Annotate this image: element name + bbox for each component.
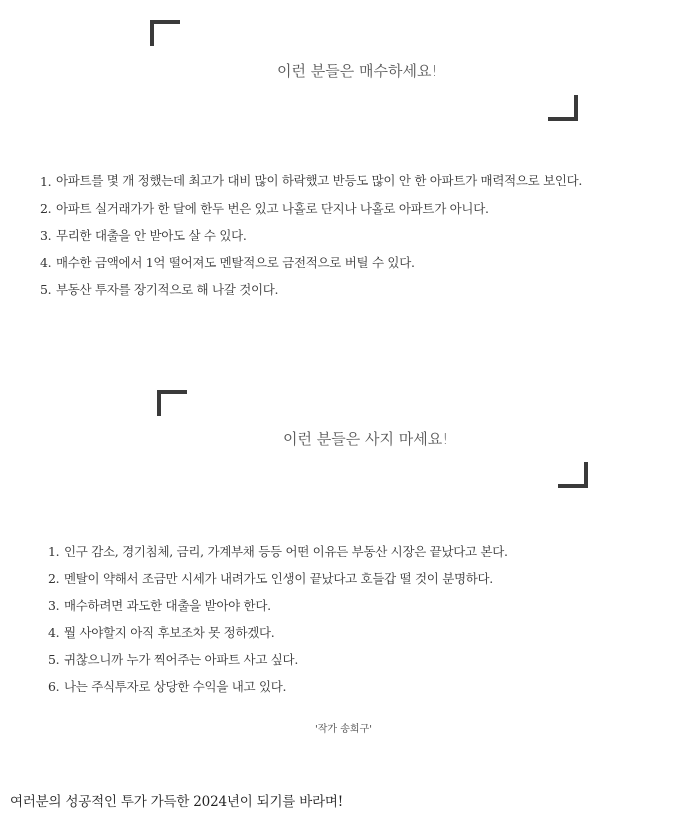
list-item-number: 2. — [48, 571, 60, 586]
list-item-text: 귀찮으니까 누가 찍어주는 아파트 사고 싶다. — [64, 652, 298, 667]
author-caption: '작가 송희구' — [315, 724, 372, 735]
list-item-text: 아파트를 몇 개 정했는데 최고가 대비 많이 하락했고 반등도 많이 안 한 아파트가 매력적으로 보인다. — [56, 173, 583, 188]
list-item — [40, 168, 680, 195]
list-item — [40, 249, 680, 276]
list-item — [40, 276, 680, 303]
list-item-number: 3. — [48, 598, 60, 613]
list-item — [40, 222, 680, 249]
list-item-number: 5. — [48, 652, 60, 667]
quote-open-bracket-icon — [150, 20, 180, 46]
list-item-text: 뭘 사야할지 아직 후보조차 못 정하겠다. — [64, 625, 275, 640]
list-item — [48, 592, 668, 619]
list-item-number: 5. — [40, 282, 52, 297]
list-item — [48, 538, 668, 565]
list-item-text: 멘탈이 약해서 조금만 시세가 내려가도 인생이 끝났다고 호들갑 떨 것이 분명하다. — [64, 571, 493, 586]
list-item-number: 4. — [40, 255, 52, 270]
dont-buy-criteria-list — [48, 538, 668, 700]
list-item-number: 3. — [40, 228, 52, 243]
quote-close-bracket-icon — [558, 462, 588, 488]
dont-buy-section-title: 이런 분들은 사지 마세요! — [283, 430, 449, 448]
list-item-text: 매수하려면 과도한 대출을 받아야 한다. — [64, 598, 271, 613]
list-item-text: 나는 주식투자로 상당한 수익을 내고 있다. — [64, 679, 287, 694]
list-item — [48, 673, 668, 700]
list-item-text: 부동산 투자를 장기적으로 해 나갈 것이다. — [56, 282, 279, 297]
quote-open-bracket-icon — [157, 390, 187, 416]
list-item-number: 4. — [48, 625, 60, 640]
closing-sentence: 여러분의 성공적인 투가 가득한 2024년이 되기를 바라며! — [10, 794, 343, 810]
quote-close-bracket-icon — [548, 95, 578, 121]
list-item-text: 인구 감소, 경기침체, 금리, 가계부채 등등 어떤 이유든 부동산 시장은 끝났다고 본다. — [64, 544, 508, 559]
list-item-number: 1. — [48, 544, 60, 559]
buy-criteria-list — [40, 168, 680, 303]
buy-section-title: 이런 분들은 매수하세요! — [277, 62, 438, 80]
list-item-text: 아파트 실거래가가 한 달에 한두 번은 있고 나홀로 단지나 나홀로 아파트가 아니다. — [56, 201, 489, 216]
list-item — [48, 619, 668, 646]
list-item — [48, 565, 668, 592]
list-item-number: 2. — [40, 201, 52, 216]
list-item — [48, 646, 668, 673]
list-item-number: 6. — [48, 679, 60, 694]
list-item-text: 무리한 대출을 안 받아도 살 수 있다. — [56, 228, 247, 243]
list-item-text: 매수한 금액에서 1억 떨어져도 멘탈적으로 금전적으로 버틸 수 있다. — [56, 255, 415, 270]
list-item-number: 1. — [40, 174, 52, 189]
list-item — [40, 195, 680, 222]
